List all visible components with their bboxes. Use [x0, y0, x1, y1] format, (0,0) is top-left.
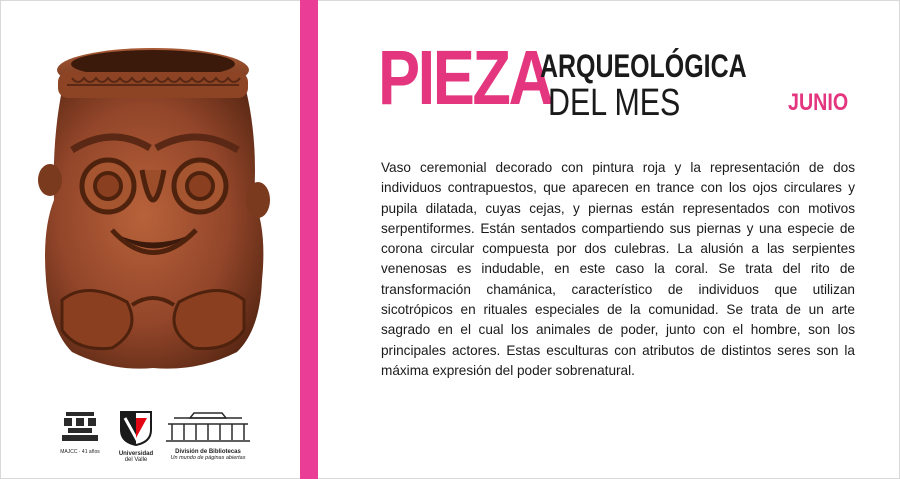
library-logo — [162, 410, 254, 461]
month-label: JUNIO — [788, 89, 849, 116]
institution-logos — [52, 410, 292, 470]
university-name-line1: Universidad — [118, 451, 154, 457]
title-subline-2: DEL MES — [548, 82, 681, 124]
library-name-line1: División de Bibliotecas — [175, 449, 241, 455]
title-main: PIEZA — [378, 35, 552, 121]
vertical-divider — [300, 0, 318, 479]
university-name-line2: del Valle — [124, 457, 148, 463]
artifact-description: Vaso ceremonial decorado con pintura roja y la representación de dos individuos contrapuestos, que aparecen en trance con los ojos circulares y pupila dilatada, cuyas cejas, y piernas están representados con motivos serpentiformes. Están sentados compartiendo sus piernas y una especie de corona circular compuesta por dos culebras. La alusión a las serpientes venenosas es indudable, en este caso la coral. Se trata del rito de transformación chamánica, característico de individuos que utilizan sicotrópicos en rituales especiales de la comunidad. Se trata de un arte sagrado en el cual los animales de poder, junto con el hombre, son los principales actores. Estas esculturas con atributos de distintos seres son la máxima expresión del poder sobrenatural. — [381, 160, 855, 378]
museum-logo — [52, 410, 108, 455]
library-name-line2: Un mundo de páginas abiertas — [170, 455, 246, 461]
title-subline-1: ARQUEOLÓGICA — [540, 48, 747, 84]
university-logo — [116, 410, 156, 463]
university-shield-icon — [119, 410, 153, 446]
ceremonial-vessel-image — [32, 30, 274, 375]
museum-emblem-icon — [60, 410, 100, 444]
library-building-icon — [164, 410, 252, 444]
museum-caption: MAJCC · 41 años — [60, 449, 100, 455]
